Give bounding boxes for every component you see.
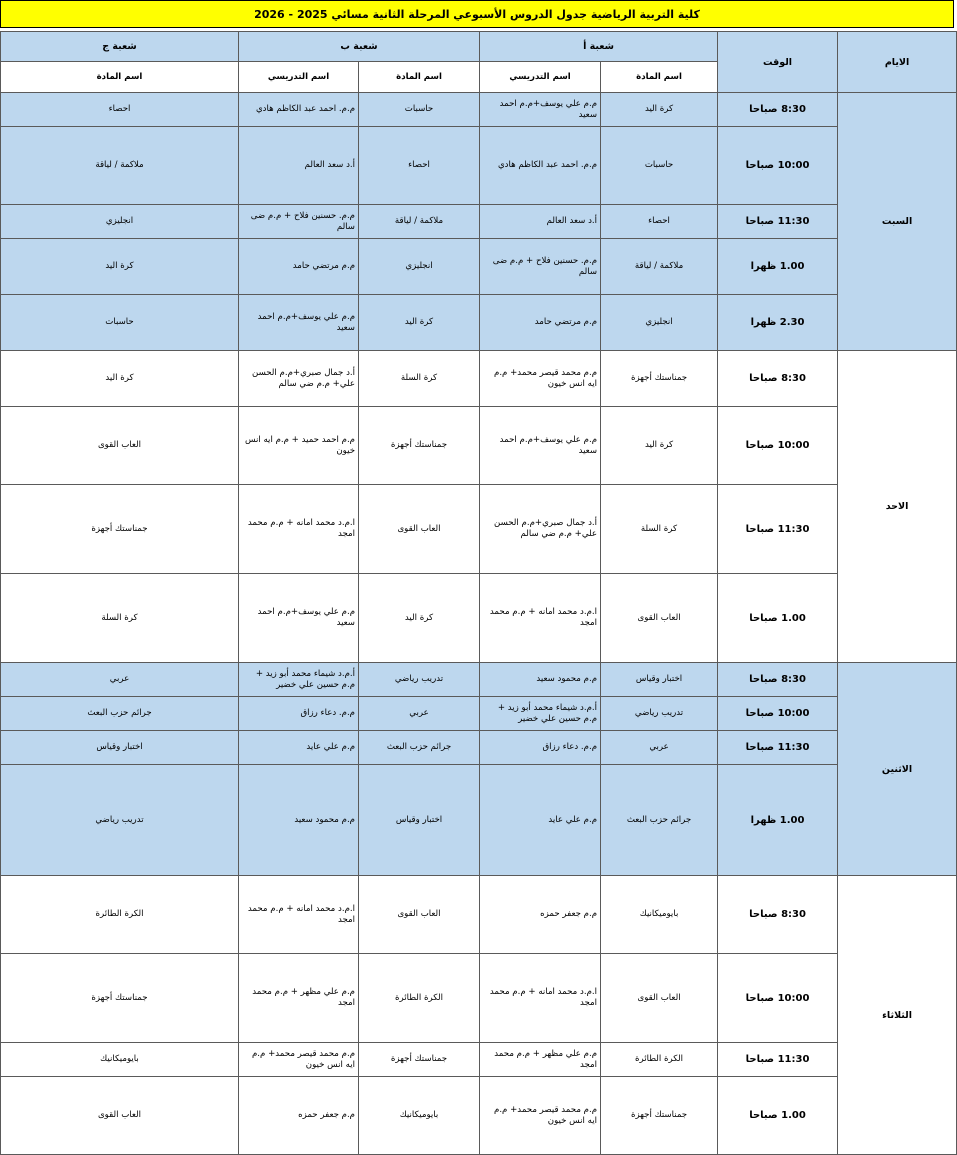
section-b-subject: حاسبات (359, 93, 480, 127)
section-b-teacher: م.م. دعاء رزاق (239, 697, 359, 731)
section-c-subject: العاب القوى (1, 1077, 239, 1155)
section-a-subject: جمناستك أجهزة (601, 351, 718, 407)
section-c-subject: بايوميكانيك (1, 1043, 239, 1077)
schedule-body (1, 93, 957, 1155)
header-a-subject: اسم المادة (601, 62, 718, 93)
section-a-teacher: م.م علي يوسف+م.م احمد سعيد (480, 407, 601, 485)
section-a-subject: كرة اليد (601, 93, 718, 127)
section-b-teacher: م.م. احمد عبد الكاظم هادي (239, 93, 359, 127)
section-a-teacher: م.م. احمد عبد الكاظم هادي (480, 127, 601, 205)
section-b-subject: العاب القوى (359, 876, 480, 954)
time-cell: 1.00 ظهرا (718, 239, 838, 295)
section-c-subject: حاسبات (1, 295, 239, 351)
schedule-table (0, 31, 957, 1155)
table-row (1, 663, 957, 697)
time-cell: 10:00 صباحا (718, 954, 838, 1043)
time-cell: 8:30 صباحا (718, 93, 838, 127)
section-b-subject: العاب القوى (359, 485, 480, 574)
section-c-subject: جمناستك أجهزة (1, 485, 239, 574)
day-cell: الثلاثاء (838, 876, 957, 1155)
section-b-subject: احصاء (359, 127, 480, 205)
section-b-subject: اختبار وقياس (359, 765, 480, 876)
section-a-teacher: أ.د سعد العالم (480, 205, 601, 239)
table-row (1, 485, 957, 574)
header-section-a: شعبة أ (480, 32, 718, 62)
section-c-subject: تدريب رياضي (1, 765, 239, 876)
table-row (1, 295, 957, 351)
section-b-teacher: م.م محمود سعيد (239, 765, 359, 876)
section-a-teacher: أ.د جمال صبري+م.م الحسن علي+ م.م ضي سالم (480, 485, 601, 574)
header-time: الوقت (718, 32, 838, 93)
table-row (1, 876, 957, 954)
table-row (1, 954, 957, 1043)
section-b-teacher: أ.د جمال صبري+م.م الحسن علي+ م.م ضي سالم (239, 351, 359, 407)
section-b-teacher: م.م علي يوسف+م.م احمد سعيد (239, 574, 359, 663)
section-b-subject: جرائم حزب البعث (359, 731, 480, 765)
section-a-subject: حاسبات (601, 127, 718, 205)
section-a-subject: كرة اليد (601, 407, 718, 485)
day-cell: السبت (838, 93, 957, 351)
table-row (1, 1077, 957, 1155)
section-b-teacher: م.م جعفر حمزه (239, 1077, 359, 1155)
time-cell: 8:30 صباحا (718, 876, 838, 954)
section-b-teacher: م.م علي مظهر + م.م محمد امجد (239, 954, 359, 1043)
section-c-subject: كرة اليد (1, 239, 239, 295)
time-cell: 10:00 صباحا (718, 697, 838, 731)
time-cell: 1.00 ظهرا (718, 765, 838, 876)
section-a-subject: تدريب رياضي (601, 697, 718, 731)
table-row (1, 351, 957, 407)
section-a-teacher: ا.م.د محمد امانه + م.م محمد امجد (480, 574, 601, 663)
section-a-teacher: م.م علي مظهر + م.م محمد امجد (480, 1043, 601, 1077)
section-a-teacher: م.م محمود سعيد (480, 663, 601, 697)
table-row (1, 239, 957, 295)
section-b-subject: عربي (359, 697, 480, 731)
time-cell: 11:30 صباحا (718, 1043, 838, 1077)
section-b-teacher: م.م محمد قيصر محمد+ م.م ايه انس خيون (239, 1043, 359, 1077)
section-a-subject: انجليزي (601, 295, 718, 351)
time-cell: 11:30 صباحا (718, 205, 838, 239)
section-b-subject: جمناستك أجهزة (359, 1043, 480, 1077)
section-a-teacher: م.م. حسنين فلاح + م.م ضى سالم (480, 239, 601, 295)
section-c-subject: ملاكمة / لياقة (1, 127, 239, 205)
table-row (1, 407, 957, 485)
section-a-teacher: ا.م.د محمد امانه + م.م محمد امجد (480, 954, 601, 1043)
section-b-teacher: م.م علي عايد (239, 731, 359, 765)
section-b-subject: ملاكمة / لياقة (359, 205, 480, 239)
section-c-subject: العاب القوى (1, 407, 239, 485)
section-a-subject: كرة السلة (601, 485, 718, 574)
time-cell: 1.00 صباحا (718, 1077, 838, 1155)
table-row (1, 93, 957, 127)
section-c-subject: انجليزي (1, 205, 239, 239)
table-row (1, 765, 957, 876)
section-c-subject: الكرة الطائرة (1, 876, 239, 954)
section-b-teacher: م.م احمد حميد + م.م ايه انس خيون (239, 407, 359, 485)
table-row (1, 731, 957, 765)
section-b-subject: بايوميكانيك (359, 1077, 480, 1155)
section-c-subject: احصاء (1, 93, 239, 127)
section-a-teacher: م.م محمد قيصر محمد+ م.م ايه انس خيون (480, 351, 601, 407)
section-a-subject: العاب القوى (601, 574, 718, 663)
header-b-subject: اسم المادة (359, 62, 480, 93)
page-title: كلية التربية الرياضية جدول الدروس الأسبوعي المرحلة الثانية مسائي 2025 - 2026 (0, 0, 954, 28)
section-a-teacher: م.م مرتضي حامد (480, 295, 601, 351)
section-c-subject: جمناستك أجهزة (1, 954, 239, 1043)
section-b-teacher: أ.د سعد العالم (239, 127, 359, 205)
section-b-subject: الكرة الطائرة (359, 954, 480, 1043)
section-b-teacher: ا.م.د محمد امانه + م.م محمد امجد (239, 876, 359, 954)
section-a-subject: الكرة الطائرة (601, 1043, 718, 1077)
header-a-teacher: اسم التدريسي (480, 62, 601, 93)
day-cell: الاثنين (838, 663, 957, 876)
section-a-teacher: م.م جعفر حمزه (480, 876, 601, 954)
section-a-teacher: م.م علي عايد (480, 765, 601, 876)
section-c-subject: كرة السلة (1, 574, 239, 663)
time-cell: 8:30 صباحا (718, 663, 838, 697)
section-a-subject: عربي (601, 731, 718, 765)
section-b-teacher: م.م مرتضي حامد (239, 239, 359, 295)
table-row (1, 205, 957, 239)
table-row (1, 127, 957, 205)
section-a-teacher: م.م محمد قيصر محمد+ م.م ايه انس خيون (480, 1077, 601, 1155)
section-b-subject: كرة اليد (359, 295, 480, 351)
header-section-b: شعبة ب (239, 32, 480, 62)
section-a-subject: اختبار وقياس (601, 663, 718, 697)
section-c-subject: عربي (1, 663, 239, 697)
time-cell: 2.30 ظهرا (718, 295, 838, 351)
section-a-subject: جرائم حزب البعث (601, 765, 718, 876)
header-b-teacher: اسم التدريسي (239, 62, 359, 93)
section-a-subject: احصاء (601, 205, 718, 239)
time-cell: 8:30 صباحا (718, 351, 838, 407)
section-a-teacher: م.م علي يوسف+م.م احمد سعيد (480, 93, 601, 127)
section-b-teacher: ا.م.د محمد امانه + م.م محمد امجد (239, 485, 359, 574)
time-cell: 1.00 صباحا (718, 574, 838, 663)
time-cell: 11:30 صباحا (718, 731, 838, 765)
table-row (1, 574, 957, 663)
section-a-subject: بايوميكانيك (601, 876, 718, 954)
table-row (1, 1043, 957, 1077)
header-c-subject: اسم المادة (1, 62, 239, 93)
section-c-subject: كرة اليد (1, 351, 239, 407)
section-a-subject: العاب القوى (601, 954, 718, 1043)
section-b-teacher: م.م. حسنين فلاح + م.م ضى سالم (239, 205, 359, 239)
section-c-subject: اختبار وقياس (1, 731, 239, 765)
table-row (1, 697, 957, 731)
header-days: الايام (838, 32, 957, 93)
section-b-teacher: م.م علي يوسف+م.م احمد سعيد (239, 295, 359, 351)
section-b-subject: جمناستك أجهزة (359, 407, 480, 485)
section-a-subject: جمناستك أجهزة (601, 1077, 718, 1155)
header-section-c: شعبة ج (1, 32, 239, 62)
section-b-subject: كرة السلة (359, 351, 480, 407)
section-b-subject: كرة اليد (359, 574, 480, 663)
section-c-subject: جرائم حزب البعث (1, 697, 239, 731)
section-a-subject: ملاكمة / لياقة (601, 239, 718, 295)
section-b-subject: انجليزي (359, 239, 480, 295)
day-cell: الاحد (838, 351, 957, 663)
time-cell: 10:00 صباحا (718, 127, 838, 205)
section-b-subject: تدريب رياضي (359, 663, 480, 697)
section-b-teacher: أ.م.د شيماء محمد أبو زيد + م.م حسين علي خضير (239, 663, 359, 697)
section-a-teacher: م.م. دعاء رزاق (480, 731, 601, 765)
time-cell: 10:00 صباحا (718, 407, 838, 485)
section-a-teacher: أ.م.د شيماء محمد أبو زيد + م.م حسين علي خضير (480, 697, 601, 731)
time-cell: 11:30 صباحا (718, 485, 838, 574)
